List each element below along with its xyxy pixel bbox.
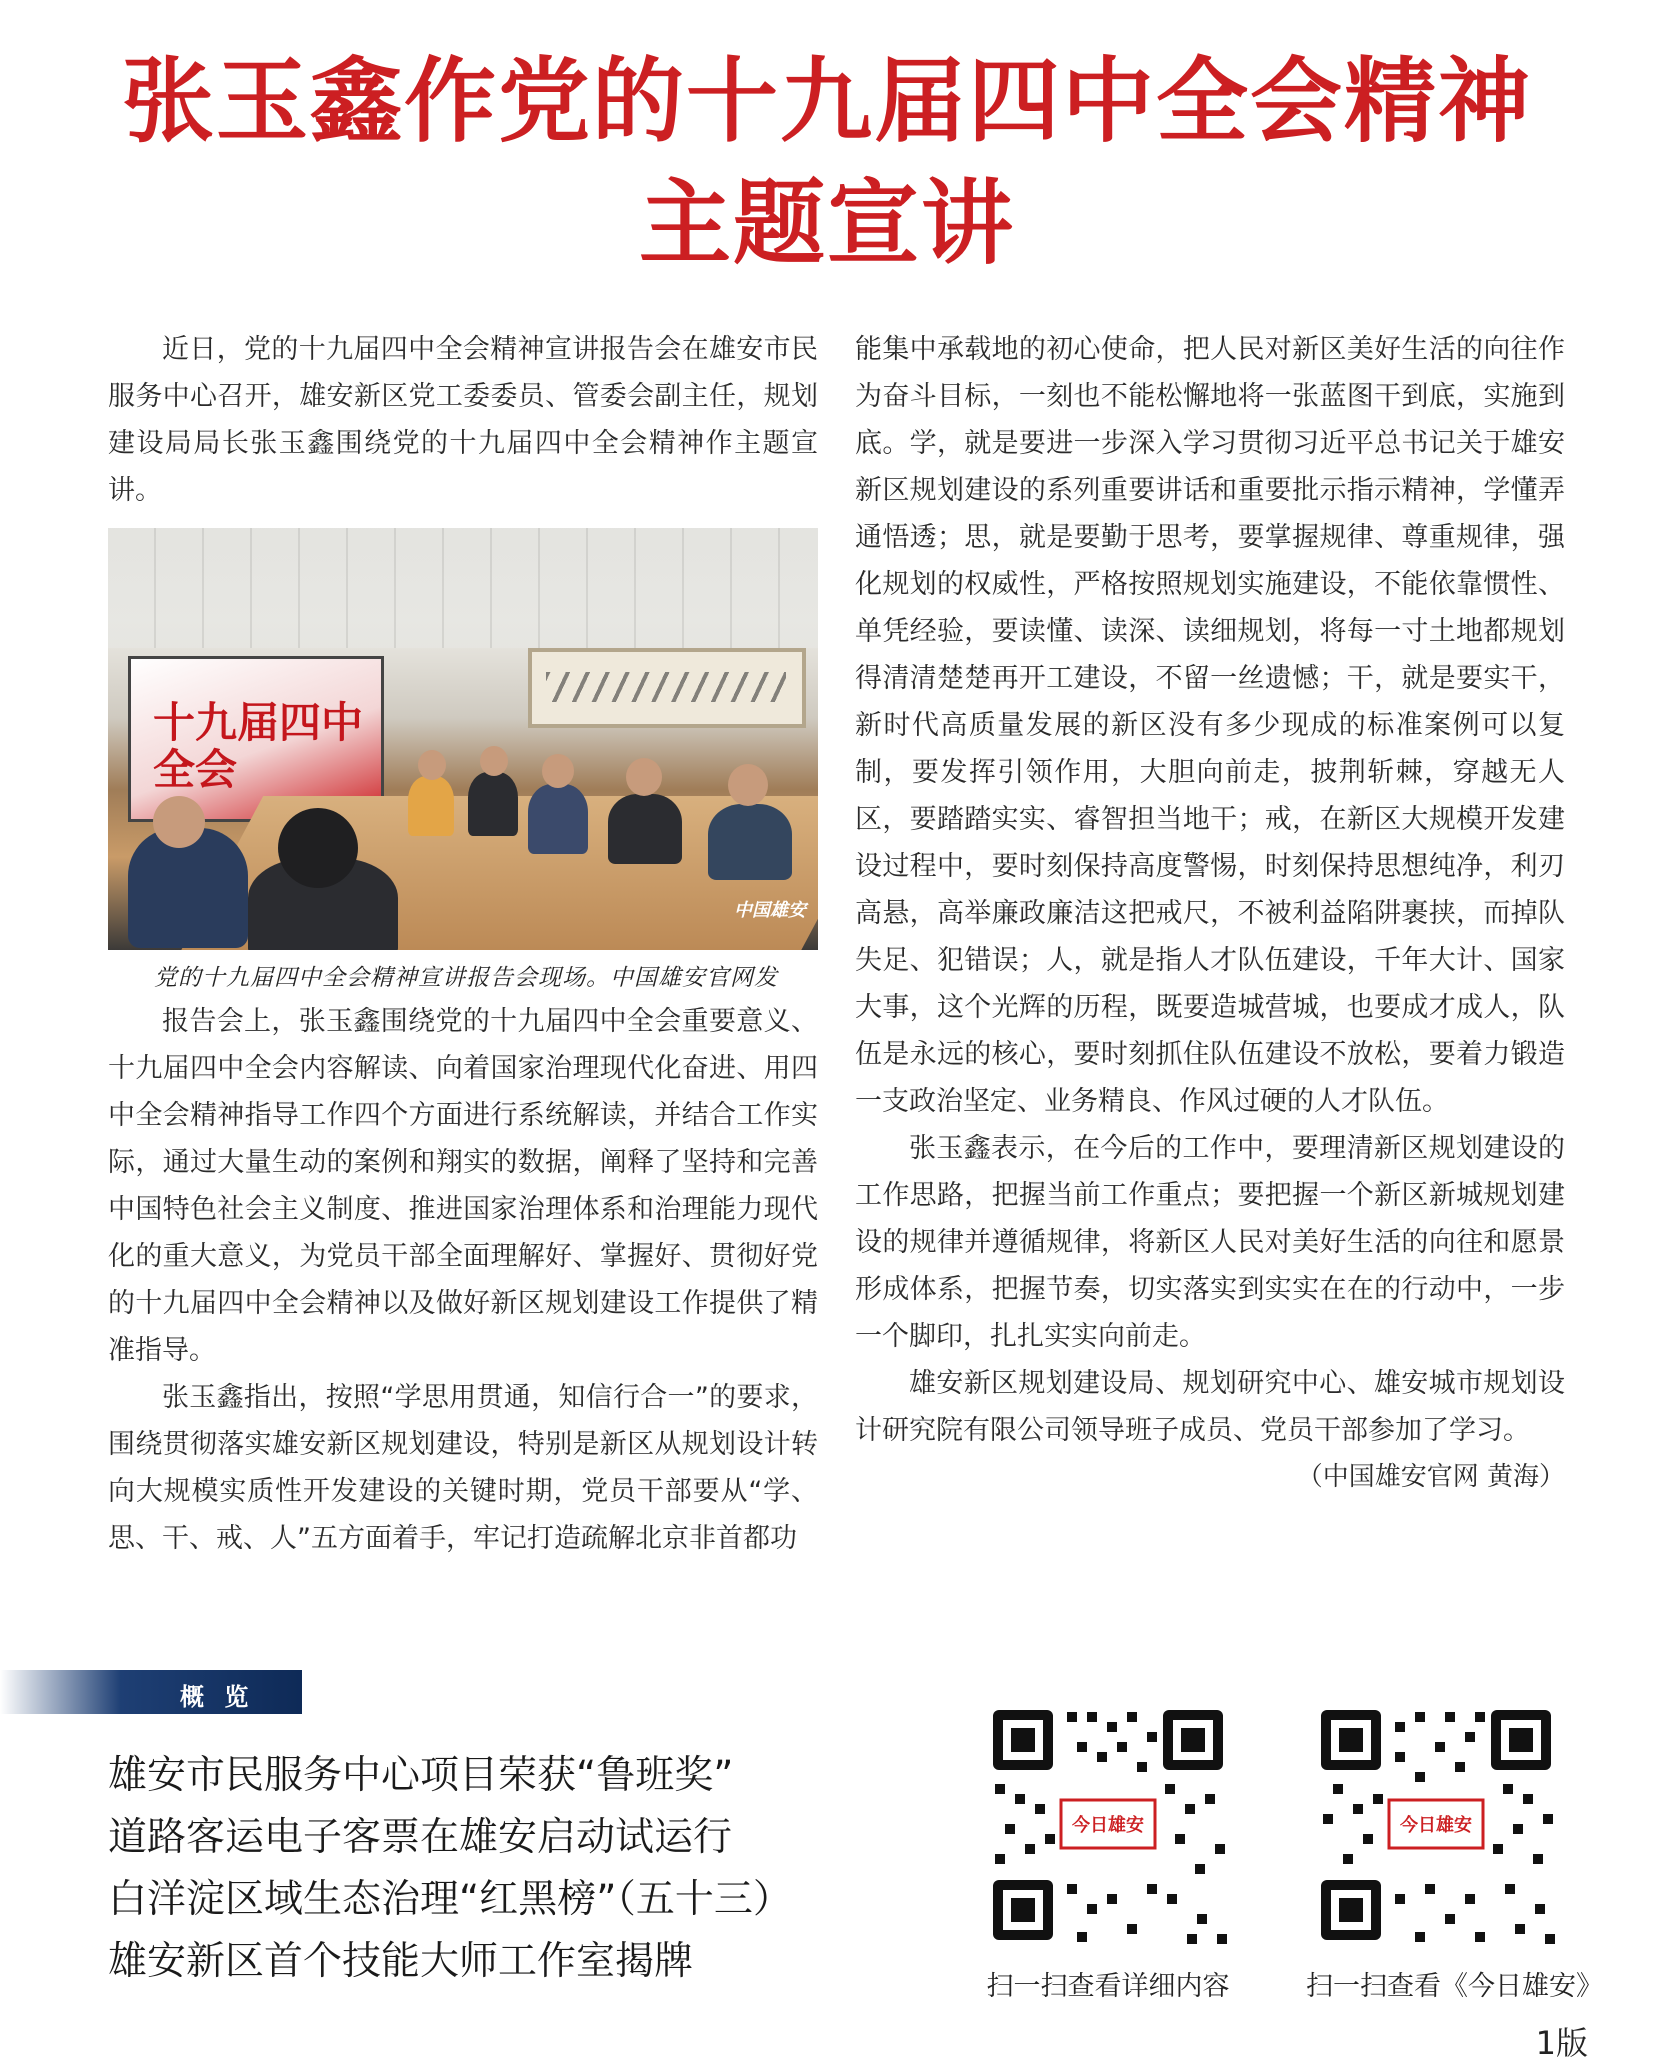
photo-watermark: 中国雄安	[734, 900, 806, 921]
screen-title: 十九届四中全会	[153, 698, 364, 794]
qr-caption: 扫一扫查看详细内容	[986, 1971, 1230, 2002]
paragraph-points-start: 张玉鑫指出，按照“学思用贯通，知信行合一”的要求，围绕贯彻落实雄安新区规划建设，特别是新区从规划设计转向大规模实质性开发建设的关键时期，党员干部要从“学、思、干、戒、人”五方面着手，牢记打造疏解北京非首都功	[108, 1382, 818, 1554]
paragraph-attendees: 雄安新区规划建设局、规划研究中心、雄安城市规划设计研究院有限公司领导班子成员、党员干部参加了学习。	[855, 1368, 1565, 1446]
qr-code-icon	[1311, 1700, 1561, 1950]
overview-ribbon	[0, 1670, 302, 1714]
qr-caption: 扫一扫查看《今日雄安》	[1306, 1971, 1603, 2002]
meeting-photo	[108, 528, 818, 950]
wall-painting	[528, 648, 806, 728]
article-column-left	[108, 326, 818, 1562]
qr-code-icon	[983, 1700, 1233, 1950]
article-source: （中国雄安官网 黄海）	[1296, 1462, 1565, 1492]
overview-item[interactable]: 雄安市民服务中心项目荣获“鲁班奖”	[108, 1753, 734, 1798]
qr-code-newspaper[interactable]	[1306, 1700, 1603, 2003]
headline	[0, 40, 1654, 284]
photo-caption: 党的十九届四中全会精神宣讲报告会现场。中国雄安官网发	[154, 965, 778, 991]
overview-list	[108, 1745, 868, 1993]
overview-item[interactable]: 道路客运电子客票在雄安启动试运行	[108, 1815, 733, 1860]
paragraph-plan: 张玉鑫表示，在今后的工作中，要理清新区规划建设的工作思路，把握当前工作重点；要把握一个新区新城规划建设的规律并遵循规律，将新区人民对美好生活的向往和愿景形成体系，把握节奏，切实落实到实实在在的行动中，一步一个脚印，扎扎实实向前走。	[855, 1133, 1565, 1352]
page-number: 1版	[1535, 2024, 1588, 2062]
article-column-right	[855, 326, 1565, 1501]
overview-label: 概 览	[180, 1683, 255, 1711]
paragraph-report: 报告会上，张玉鑫围绕党的十九届四中全会重要意义、十九届四中全会内容解读、向着国家治理现代化奋进、用四中全会精神指导工作四个方面进行系统解读，并结合工作实际，通过大量生动的案例和翔实的数据，阐释了坚持和完善中国特色社会主义制度、推进国家治理体系和治理能力现代化的重大意义，为党员干部全面理解好、掌握好、贯彻好党的十九届四中全会精神以及做好新区规划建设工作提供了精准指导。	[108, 1006, 818, 1366]
paragraph-points-continued: 能集中承载地的初心使命，把人民对新区美好生活的向往作为奋斗目标，一刻也不能松懈地将一张蓝图干到底，实施到底。学，就是要进一步深入学习贯彻习近平总书记关于雄安新区规划建设的系列重要讲话和重要批示指示精神，学懂弄通悟透；思，就是要勤于思考，要掌握规律、尊重规律，强化规划的权威性，严格按照规划实施建设，不能依靠惯性、单凭经验，要读懂、读深、读细规划，将每一寸土地都规划得清清楚楚再开工建设，不留一丝遗憾；干，就是要实干，新时代高质量发展的新区没有多少现成的标准案例可以复制，要发挥引领作用，大胆向前走，披荆斩棘，穿越无人区，要踏踏实实、睿智担当地干；戒，在新区大规模开发建设过程中，要时刻保持高度警惕，时刻保持思想纯净，利刃高悬，高举廉政廉洁这把戒尺，不被利益陷阱裹挟，而掉队失足、犯错误；人，就是指人才队伍建设，千年大计、国家大事，这个光辉的历程，既要造城营城，也要成才成人，队伍是永远的核心，要时刻抓住队伍建设不放松，要着力锻造一支政治坚定、业务精良、作风过硬的人才队伍。	[855, 334, 1565, 1117]
headline-line-1: 张玉鑫作党的十九届四中全会精神	[121, 47, 1532, 155]
headline-line-2: 主题宣讲	[638, 169, 1015, 277]
qr-center-label: 今日雄安	[1400, 1815, 1472, 1836]
qr-center-label: 今日雄安	[1072, 1815, 1144, 1836]
paragraph-intro: 近日，党的十九届四中全会精神宣讲报告会在雄安市民服务中心召开，雄安新区党工委委员、管委会副主任，规划建设局局长张玉鑫围绕党的十九届四中全会精神作主题宣讲。	[108, 334, 818, 506]
qr-code-details[interactable]	[978, 1700, 1238, 2003]
overview-item[interactable]: 雄安新区首个技能大师工作室揭牌	[108, 1939, 694, 1984]
overview-item[interactable]: 白洋淀区域生态治理“红黑榜”（五十三）	[108, 1877, 792, 1922]
